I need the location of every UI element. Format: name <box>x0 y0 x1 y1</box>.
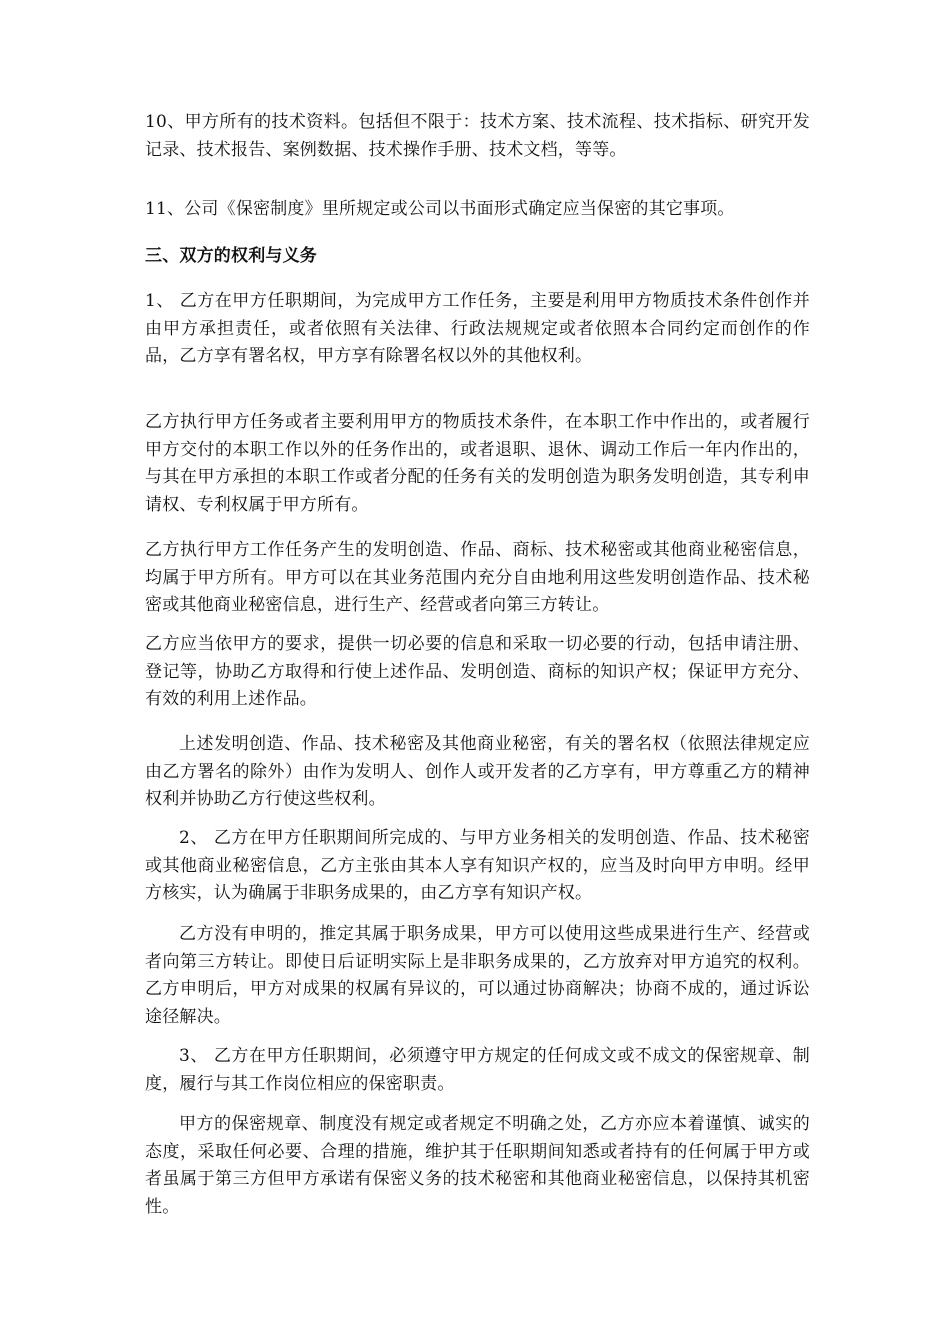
paragraph-item-11-confidentiality-system: 11、公司《保密制度》里所规定或公司以书面形式确定应当保密的其它事项。 <box>145 199 735 219</box>
paragraph-cooperation-obligation: 乙方应当依甲方的要求，提供一切必要的信息和采取一切必要的行动，包括申请注册、登记等，协助乙方取得和行使上述作品、发明创造、商标的知识产权；保证甲方充分、有效的利用上述作品。 <box>145 634 810 709</box>
paragraph-attribution-rights: 上述发明创造、作品、技术秘密及其他商业秘密，有关的署名权（依照法律规定应由乙方署名的除外）由作为发明人、创作人或开发者的乙方享有，甲方尊重乙方的精神权利并协助乙方行使这些权利。 <box>145 734 810 809</box>
paragraph-clause-1: 1、 乙方在甲方任职期间，为完成甲方工作任务，主要是利用甲方物质技术条件创作并由甲方承担责任，或者依照有关法律、行政法规规定或者依照本合同约定而创作的作品，乙方享有署名权，甲方享有除署名权以外的其他权利。 <box>145 291 810 366</box>
paragraph-ownership-of-results: 乙方执行甲方工作任务产生的发明创造、作品、商标、技术秘密或其他商业秘密信息，均属于甲方所有。甲方可以在其业务范围内充分自由地利用这些发明创造作品、技术秘密或其他商业秘密信息，进行生产、经营或者向第三方转让。 <box>145 540 810 615</box>
section-heading-rights-and-obligations: 三、双方的权利与义务 <box>145 246 317 266</box>
paragraph-item-10-technical-materials: 10、甲方所有的技术资料。包括但不限于：技术方案、技术流程、技术指标、研究开发记录、技术报告、案例数据、技术操作手册、技术文档，等等。 <box>145 112 810 160</box>
paragraph-confidentiality-duty: 甲方的保密规章、制度没有规定或者规定不明确之处，乙方亦应本着谨慎、诚实的态度，采取任何必要、合理的措施，维护其于任职期间知悉或者持有的任何属于甲方或者虽属于第三方但甲方承诺有保密义务的技术秘密和其他商业秘密信息，以保持其机密性。 <box>145 1114 810 1217</box>
paragraph-service-invention: 乙方执行甲方任务或者主要利用甲方的物质技术条件，在本职工作中作出的，或者履行甲方交付的本职工作以外的任务作出的，或者退职、退休、调动工作后一年内作出的，与其在甲方承担的本职工作或者分配的任务有关的发明创造为职务发明创造，其专利申请权、专利权属于甲方所有。 <box>145 412 810 515</box>
paragraph-clause-3: 3、 乙方在甲方任职期间，必须遵守甲方规定的任何成文或不成文的保密规章、制度，履行与其工作岗位相应的保密职责。 <box>145 1046 810 1094</box>
paragraph-undeclared-results: 乙方没有申明的，推定其属于职务成果，甲方可以使用这些成果进行生产、经营或者向第三方转让。即使日后证明实际上是非职务成果的，乙方放弃对甲方追究的权利。乙方申明后，甲方对成果的权属有异议的，可以通过协商解决；协商不成的，通过诉讼途径解决。 <box>145 924 810 1027</box>
paragraph-clause-2: 2、 乙方在甲方任职期间所完成的、与甲方业务相关的发明创造、作品、技术秘密或其他商业秘密信息，乙方主张由其本人享有知识产权的，应当及时向甲方申明。经甲方核实，认为确属于非职务成果的，由乙方享有知识产权。 <box>145 828 810 903</box>
